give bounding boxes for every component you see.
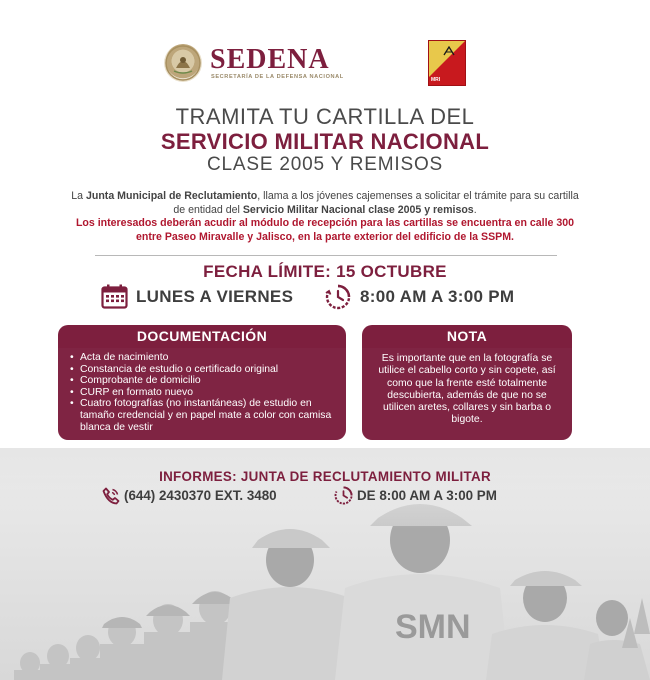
nota-box: [362, 348, 572, 440]
intro-paragraph: [70, 190, 580, 217]
title-line-2: SERVICIO MILITAR NACIONAL: [160, 129, 490, 154]
mexican-coat-of-arms-icon: [164, 44, 202, 82]
intro-text-d: Servicio Militar Nacional clase 2005 y remisos: [242, 203, 474, 216]
documentacion-box: [58, 348, 346, 440]
zone-label: MRI: [431, 77, 441, 83]
intro-text-c: , llama a los jóvenes cajemenses a solicitar el trámite para su cartilla de entidad del: [173, 190, 579, 216]
deadline: FECHA LÍMITE: 15 OCTUBRE: [203, 262, 447, 281]
nota-title: NOTA: [362, 325, 572, 348]
clock-icon: [325, 284, 351, 310]
brand-subtitle: SECRETARÍA DE LA DEFENSA NACIONAL: [211, 74, 344, 80]
intro-text-e: .: [473, 203, 477, 216]
clock-icon: [334, 486, 353, 505]
documentacion-title: DOCUMENTACIÓN: [58, 325, 346, 348]
phone-icon: [102, 487, 120, 505]
informes-hours: DE 8:00 AM A 3:00 PM: [357, 488, 497, 503]
schedule-hours: 8:00 AM A 3:00 PM: [360, 287, 515, 306]
brand-name: SEDENA: [210, 44, 330, 75]
documentacion-list: [70, 352, 336, 433]
list-item: • Comprobante de domicilio: [70, 375, 336, 387]
schedule-days: LUNES A VIERNES: [136, 287, 294, 306]
list-item: • Cuatro fotografías (no instantáneas) de estudio en tamaño credencial y en papel mate a color con camisa blanca de vestir: [70, 398, 336, 433]
military-zone-flag-icon: [428, 40, 466, 86]
list-item: • CURP en formato nuevo: [70, 387, 336, 399]
location-paragraph: Los interesados deberán acudir al módulo de recepción para las cartillas se encuentra en calle 300 entre Paseo Miravalle y Jalisco, en la parte exterior del edificio de la SSPM.: [75, 217, 575, 243]
informes-phone: (644) 2430370 EXT. 3480: [124, 488, 277, 503]
list-item: • Acta de nacimiento: [70, 352, 336, 364]
calendar-icon: [101, 284, 128, 309]
divider: [95, 255, 557, 256]
title-line-3: CLASE 2005 Y REMISOS: [206, 154, 444, 175]
informes-title: INFORMES: JUNTA DE RECLUTAMIENTO MILITAR: [159, 469, 491, 484]
title-line-1: TRAMITA TU CARTILLA DEL: [175, 104, 475, 129]
nota-text: Es importante que en la fotografía se utilice el cabello corto y sin copete, así como que la frente esté totalmente descubierta, además de que no se utilicen aretes, collares y sin barba o bigote.: [378, 353, 556, 426]
intro-text-a: La: [71, 190, 86, 202]
intro-text-b: Junta Municipal de Reclutamiento: [85, 190, 258, 202]
list-item: • Constancia de estudio o certificado original: [70, 364, 336, 376]
